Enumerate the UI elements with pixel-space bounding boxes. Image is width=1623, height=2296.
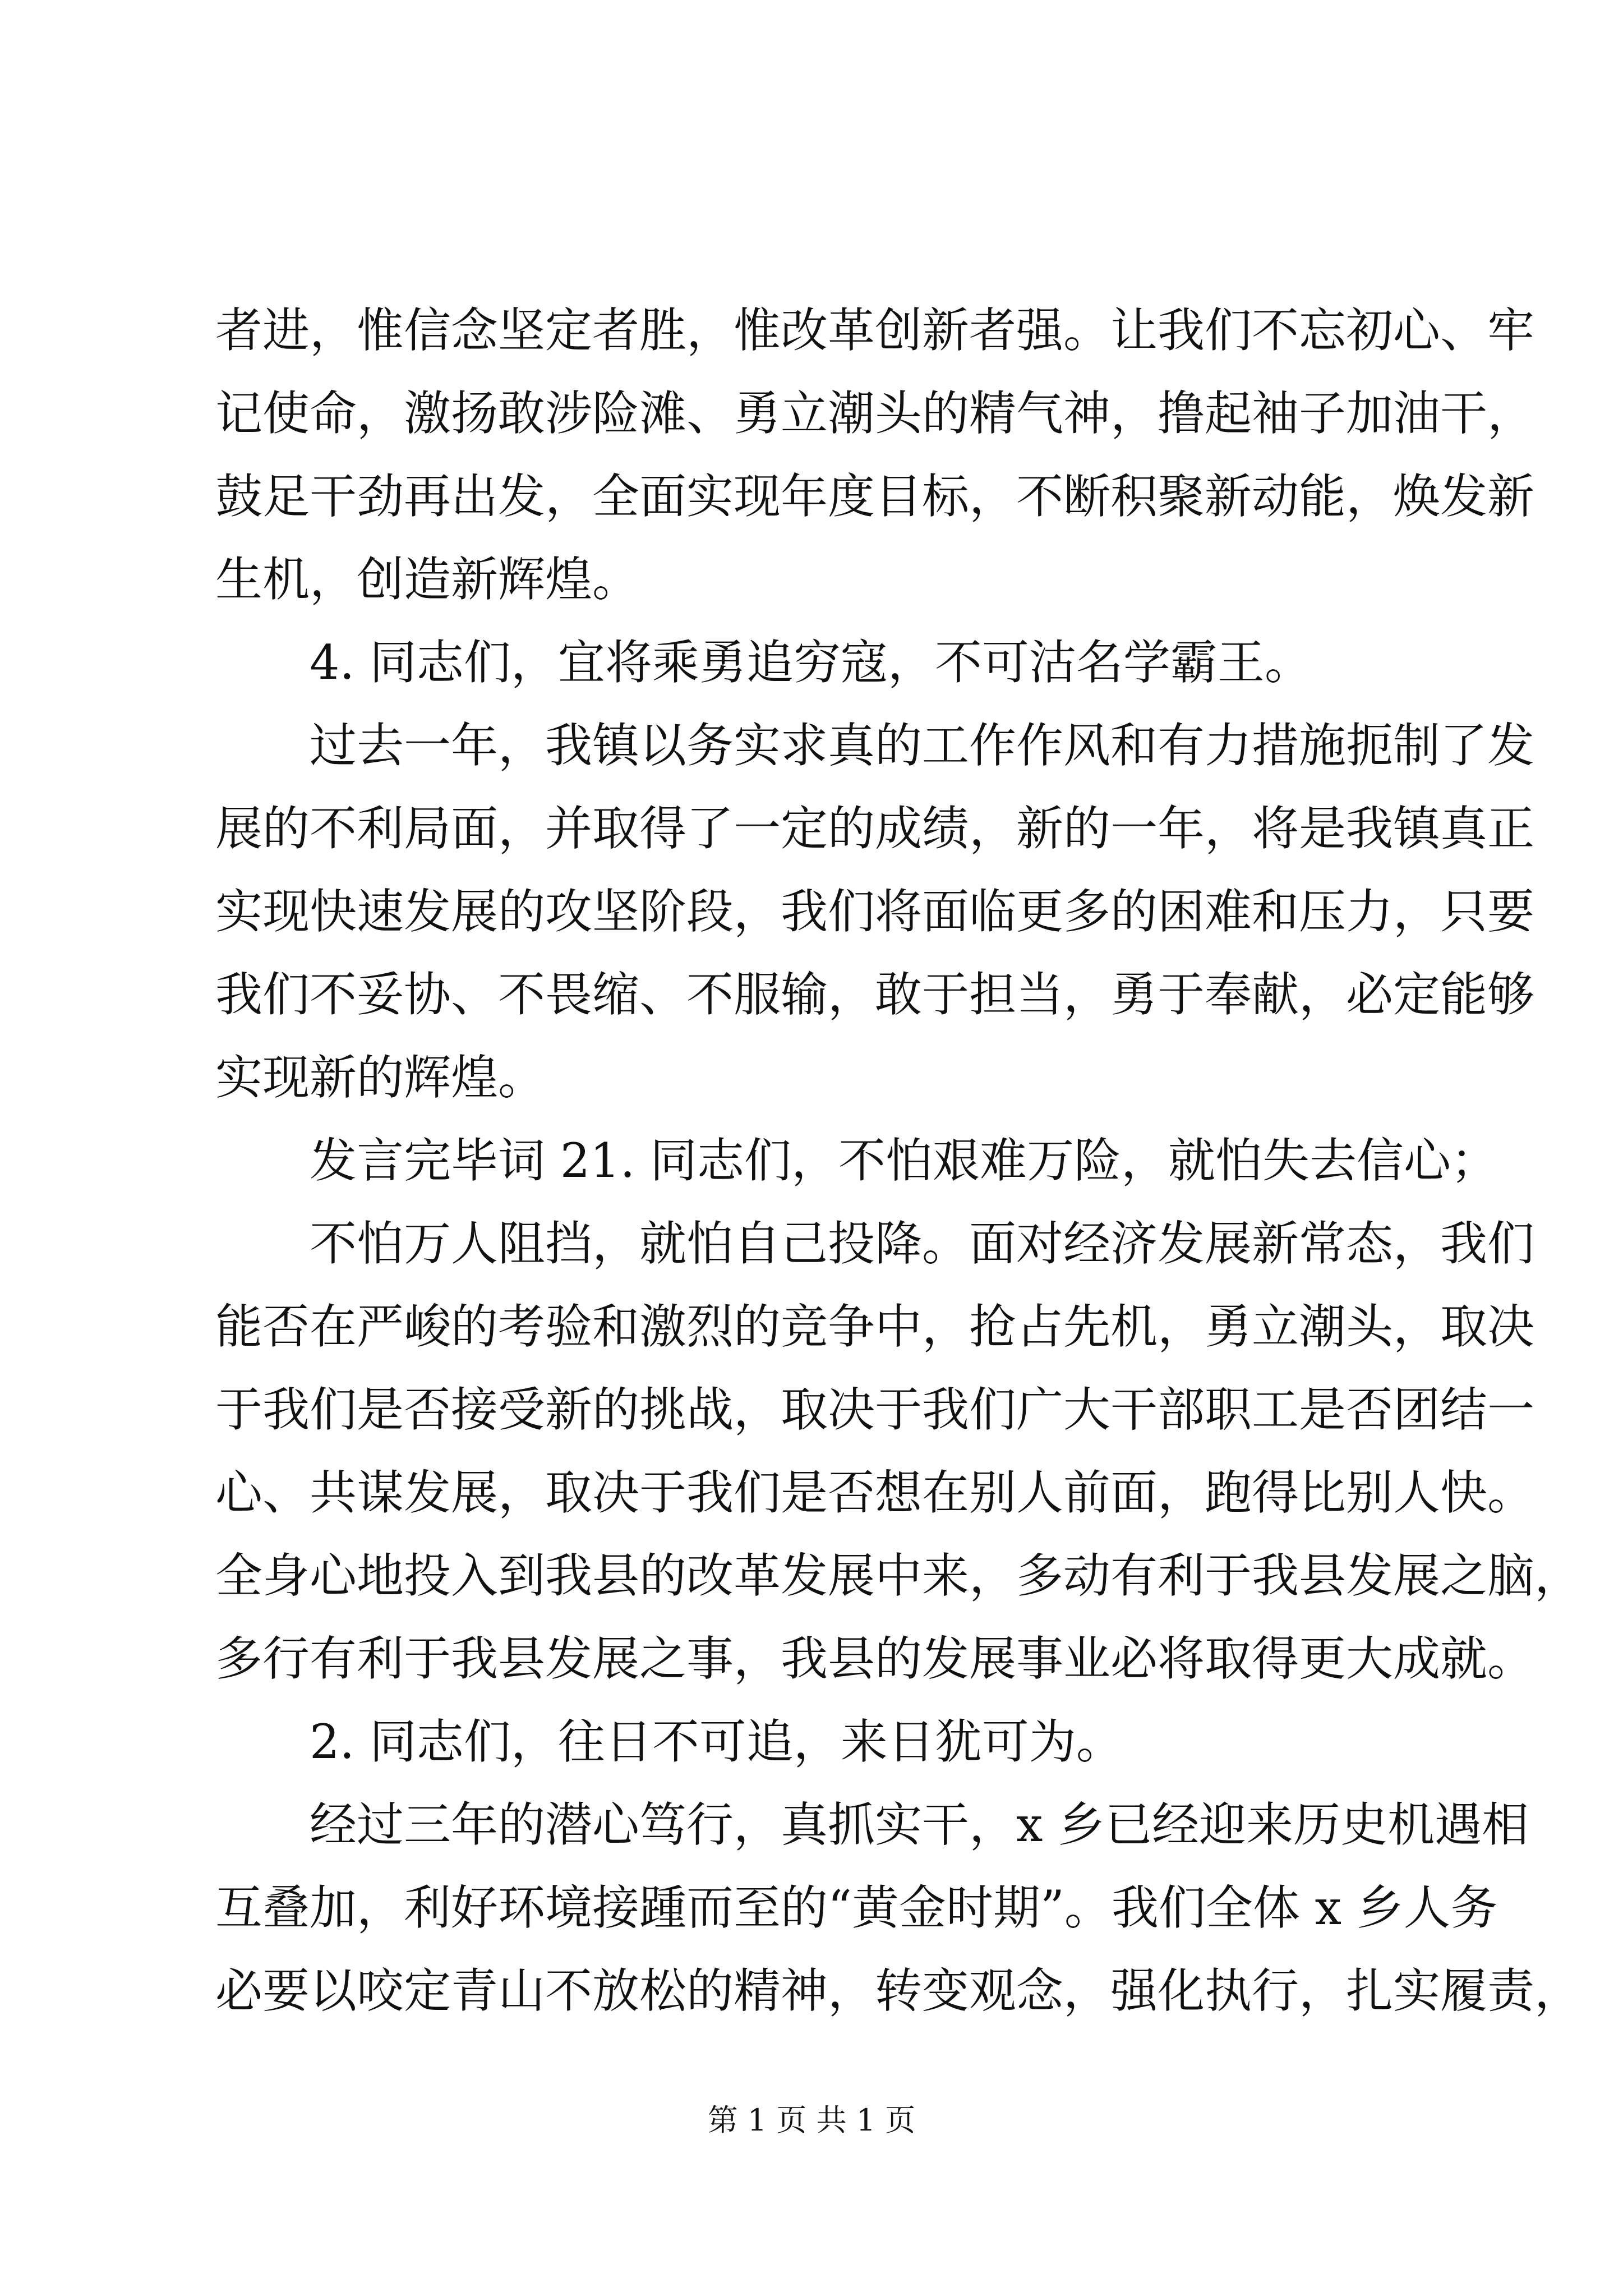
text-line: 发言完毕词 21. 同志们，不怕艰难万险，就怕失去信心；	[310, 1133, 1498, 1188]
text-line: 展的不利局面，并取得了一定的成绩，新的一年，将是我镇真正	[215, 801, 1535, 856]
text-line: 鼓足干劲再出发，全面实现年度目标，不断积聚新动能，焕发新	[215, 469, 1535, 524]
text-line: 实现快速发展的攻坚阶段，我们将面临更多的困难和压力，只要	[215, 884, 1535, 939]
page-footer: 第 1 页 共 1 页	[707, 2102, 916, 2138]
text-line: 不怕万人阻挡，就怕自己投降。面对经济发展新常态，我们	[310, 1216, 1535, 1271]
text-line: 实现新的辉煌。	[215, 1050, 546, 1105]
text-line: 记使命，激扬敢涉险滩、勇立潮头的精气神，撸起袖子加油干，	[215, 386, 1535, 441]
document-body	[215, 289, 1582, 2032]
text-line: 者进，惟信念坚定者胜，惟改革创新者强。让我们不忘初心、牢	[215, 303, 1535, 358]
text-line: 于我们是否接受新的挑战，取决于我们广大干部职工是否团结一	[215, 1382, 1535, 1437]
text-line: 生机，创造新辉煌。	[215, 552, 640, 607]
text-line: 必要以咬定青山不放松的精神，转变观念，强化执行，扎实履责，	[215, 1963, 1582, 2018]
text-line: 过去一年，我镇以务实求真的工作作风和有力措施扼制了发	[310, 718, 1535, 773]
text-line: 经过三年的潜心笃行，真抓实干，x 乡已经迎来历史机遇相	[310, 1797, 1529, 1852]
text-line: 互叠加，利好环境接踵而至的“黄金时期”。我们全体 x 乡人务	[215, 1880, 1498, 1935]
text-line: 全身心地投入到我县的改革发展中来，多动有利于我县发展之脑，	[215, 1548, 1582, 1603]
text-line: 2. 同志们，往日不可追，来日犹可为。	[310, 1714, 1123, 1769]
text-line: 多行有利于我县发展之事，我县的发展事业必将取得更大成就。	[215, 1631, 1535, 1686]
text-line: 心、共谋发展，取决于我们是否想在别人前面，跑得比别人快。	[215, 1465, 1535, 1520]
text-line: 能否在严峻的考验和激烈的竞争中，抢占先机，勇立潮头，取决	[215, 1299, 1535, 1354]
text-line: 4. 同志们，宜将乘勇追穷寇，不可沽名学霸王。	[310, 635, 1312, 690]
text-line: 我们不妥协、不畏缩、不服输，敢于担当，勇于奉献，必定能够	[215, 967, 1535, 1022]
